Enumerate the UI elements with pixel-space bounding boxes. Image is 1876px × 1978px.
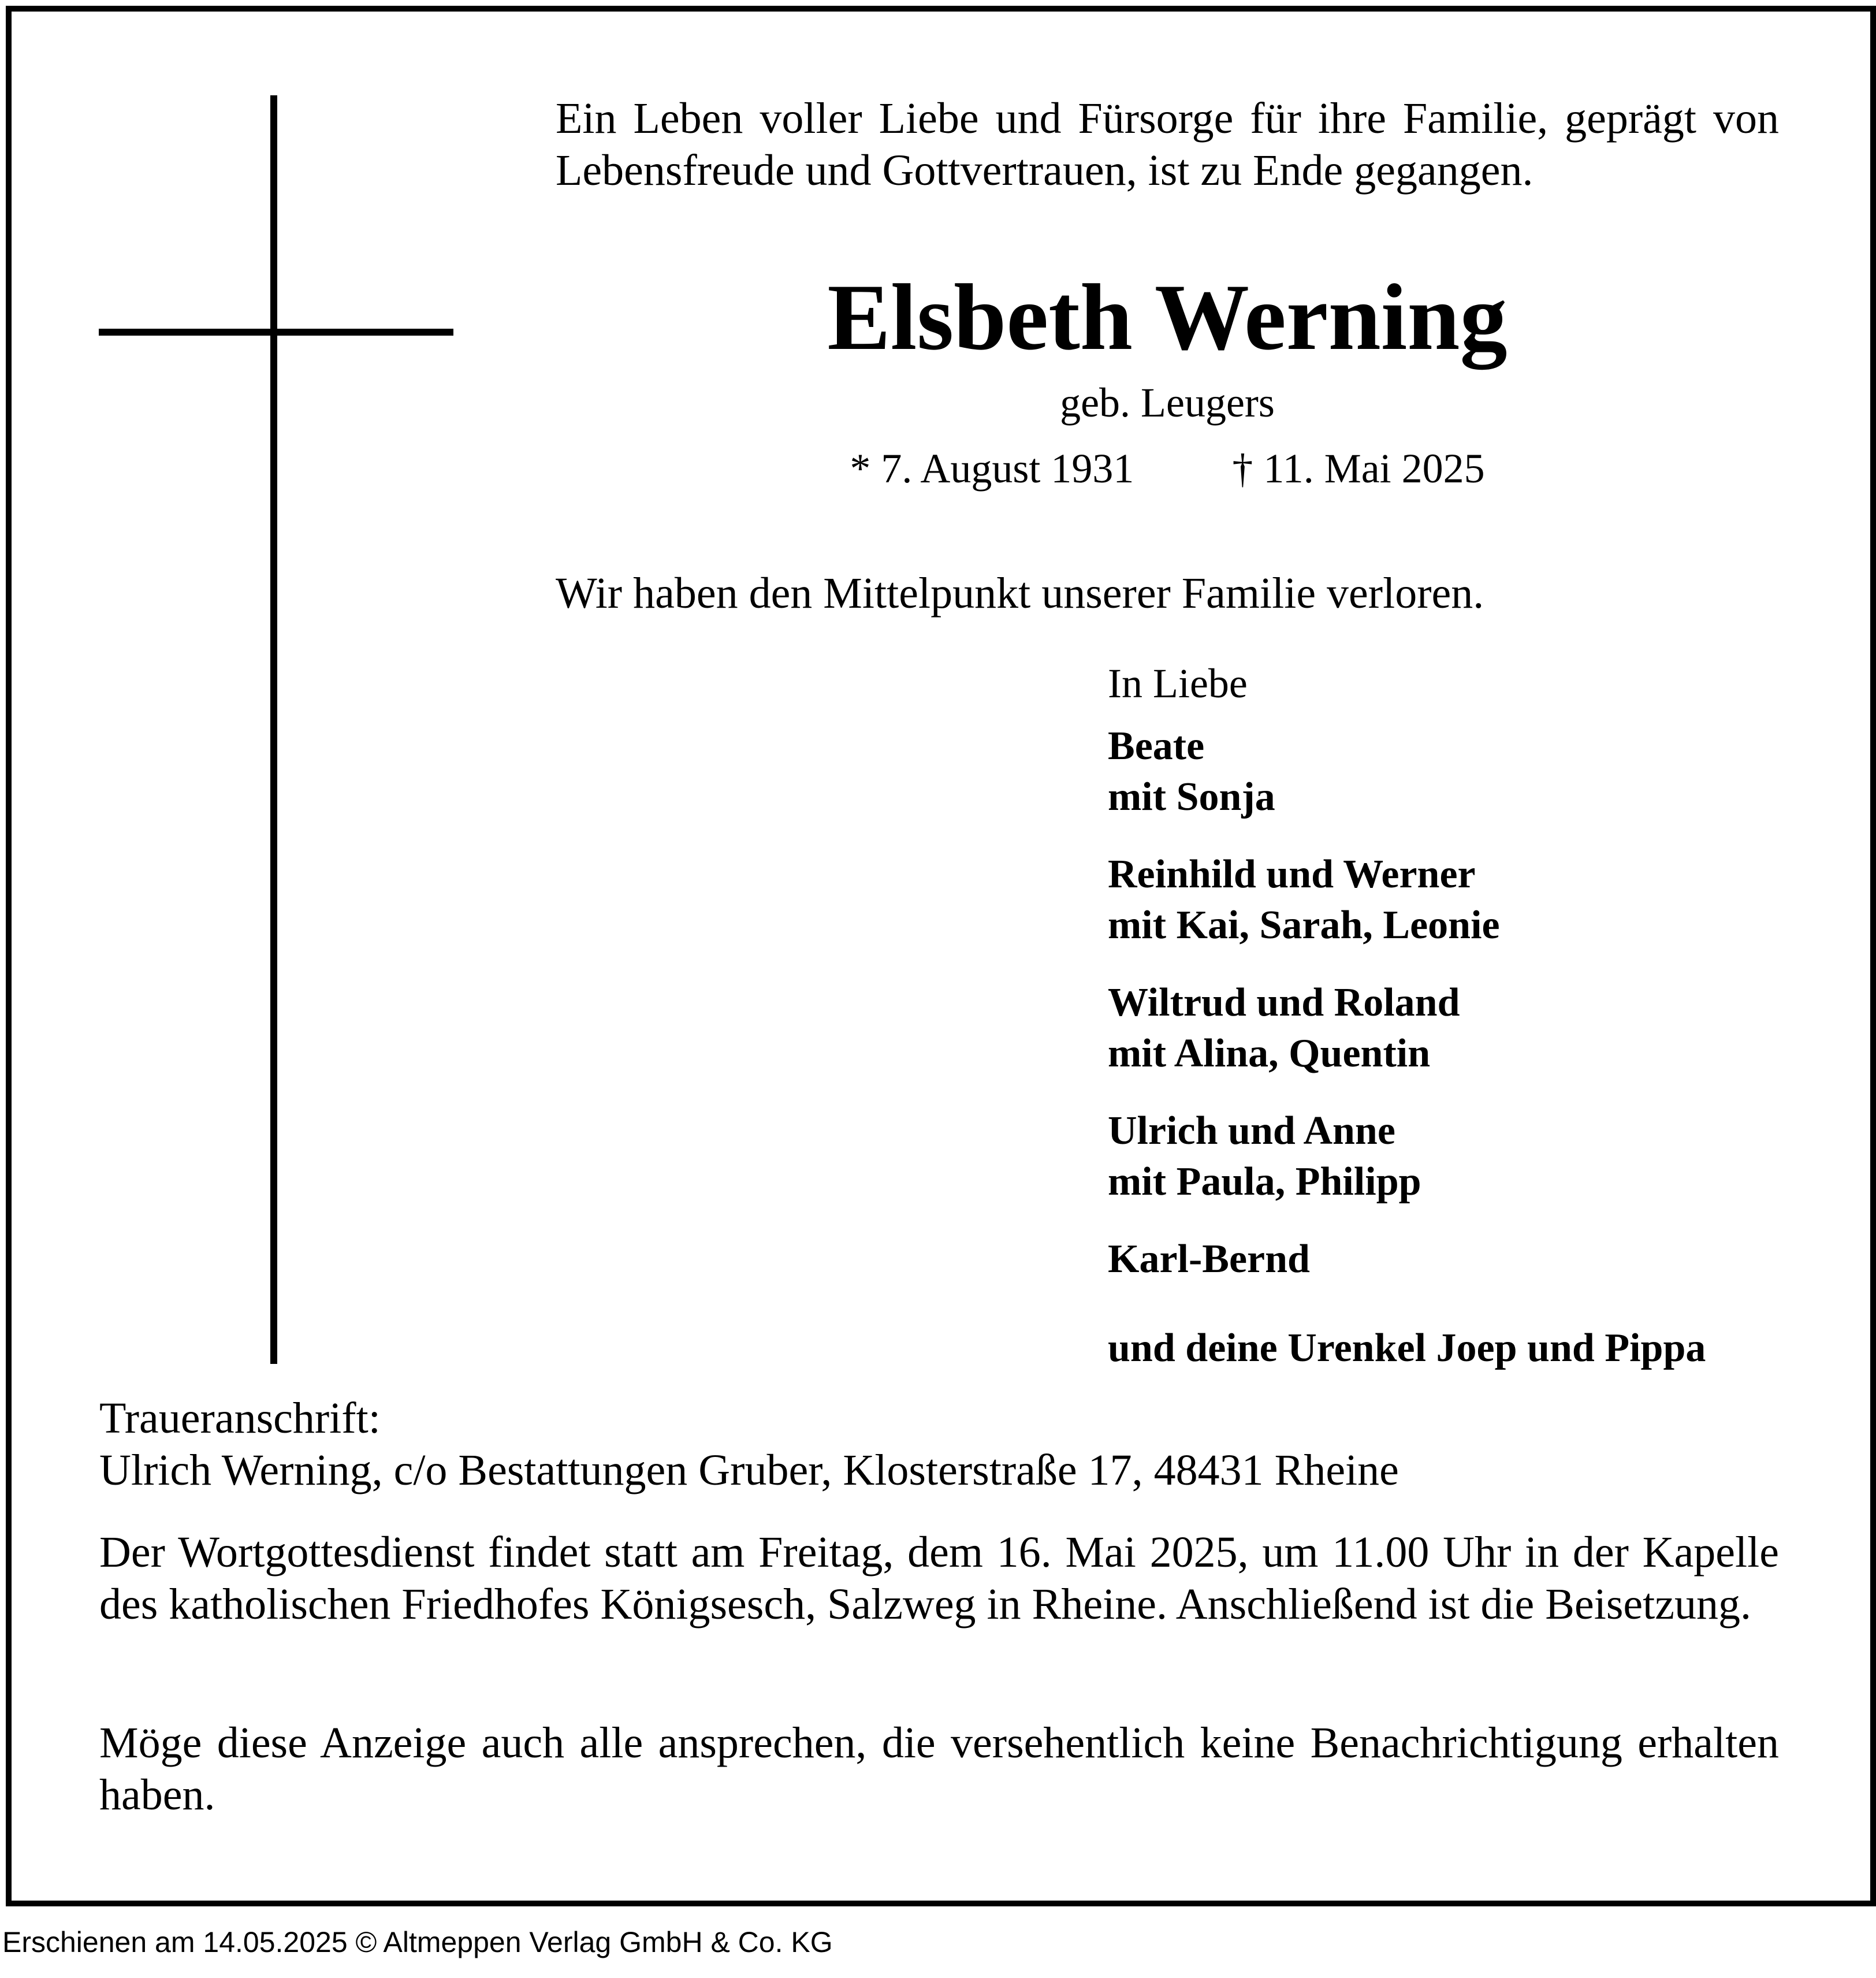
death-date: † 11. Mai 2025 [1232,445,1485,492]
family-group-line: mit Kai, Sarah, Leonie [1108,903,1500,947]
maiden-name: geb. Leugers [1060,380,1275,426]
intro-line-1: Ein Leben voller Liebe und Fürsorge für ihre Familie, geprägt von [556,94,1779,143]
family-group-line: und deine Urenkel Joep und Pippa [1108,1326,1706,1370]
birth-date: * 7. August 1931 [850,445,1134,492]
address-label: Traueranschrift: [99,1394,381,1442]
deceased-name: Elsbeth Werning [827,265,1508,370]
family-group-line: mit Paula, Philipp [1108,1159,1421,1204]
family-group [1108,1323,1778,1374]
family-signatures [1108,657,1778,1400]
loss-statement: Wir haben den Mittelpunkt unserer Familie verloren. [556,569,1484,618]
mourning-address [99,1392,1779,1496]
family-group-line: Karl-Bernd [1108,1237,1310,1281]
family-group-line: mit Sonja [1108,775,1275,819]
intro-line-2: Lebensfreude und Gottvertrauen, ist zu Ende gegangen. [556,146,1533,195]
family-group [1108,721,1778,823]
life-dates [556,443,1779,494]
family-group [1108,1106,1778,1207]
family-group [1108,1234,1778,1285]
intro-text [556,92,1779,196]
family-group-line: Reinhild und Werner [1108,852,1476,897]
publication-footer: Erschienen am 14.05.2025 © Altmeppen Verlag GmbH & Co. KG [2,1926,833,1958]
family-group [1108,977,1778,1079]
family-opening: In Liebe [1108,660,1248,707]
family-group-line: Wiltrud und Roland [1108,980,1460,1025]
family-group-line: Ulrich und Anne [1108,1109,1395,1153]
family-group [1108,849,1778,951]
notice-text: Möge diese Anzeige auch alle ansprechen, die versehentlich keine Benachrichtigung erhalten haben. [99,1719,1779,1819]
family-group-line: Beate [1108,724,1205,768]
family-group-line: mit Alina, Quentin [1108,1031,1431,1076]
cross-horizontal-beam [99,329,453,336]
service-info: Der Wortgottesdienst findet statt am Freitag, dem 16. Mai 2025, um 11.00 Uhr in der Kapelle des katholischen Friedhofes Königsesch, Salzweg in Rheine. Anschließend ist die Beisetzung. [99,1528,1779,1628]
cross-vertical-beam [270,95,277,1364]
address-value: Ulrich Werning, c/o Bestattungen Gruber, Klosterstraße 17, 48431 Rheine [99,1446,1399,1494]
